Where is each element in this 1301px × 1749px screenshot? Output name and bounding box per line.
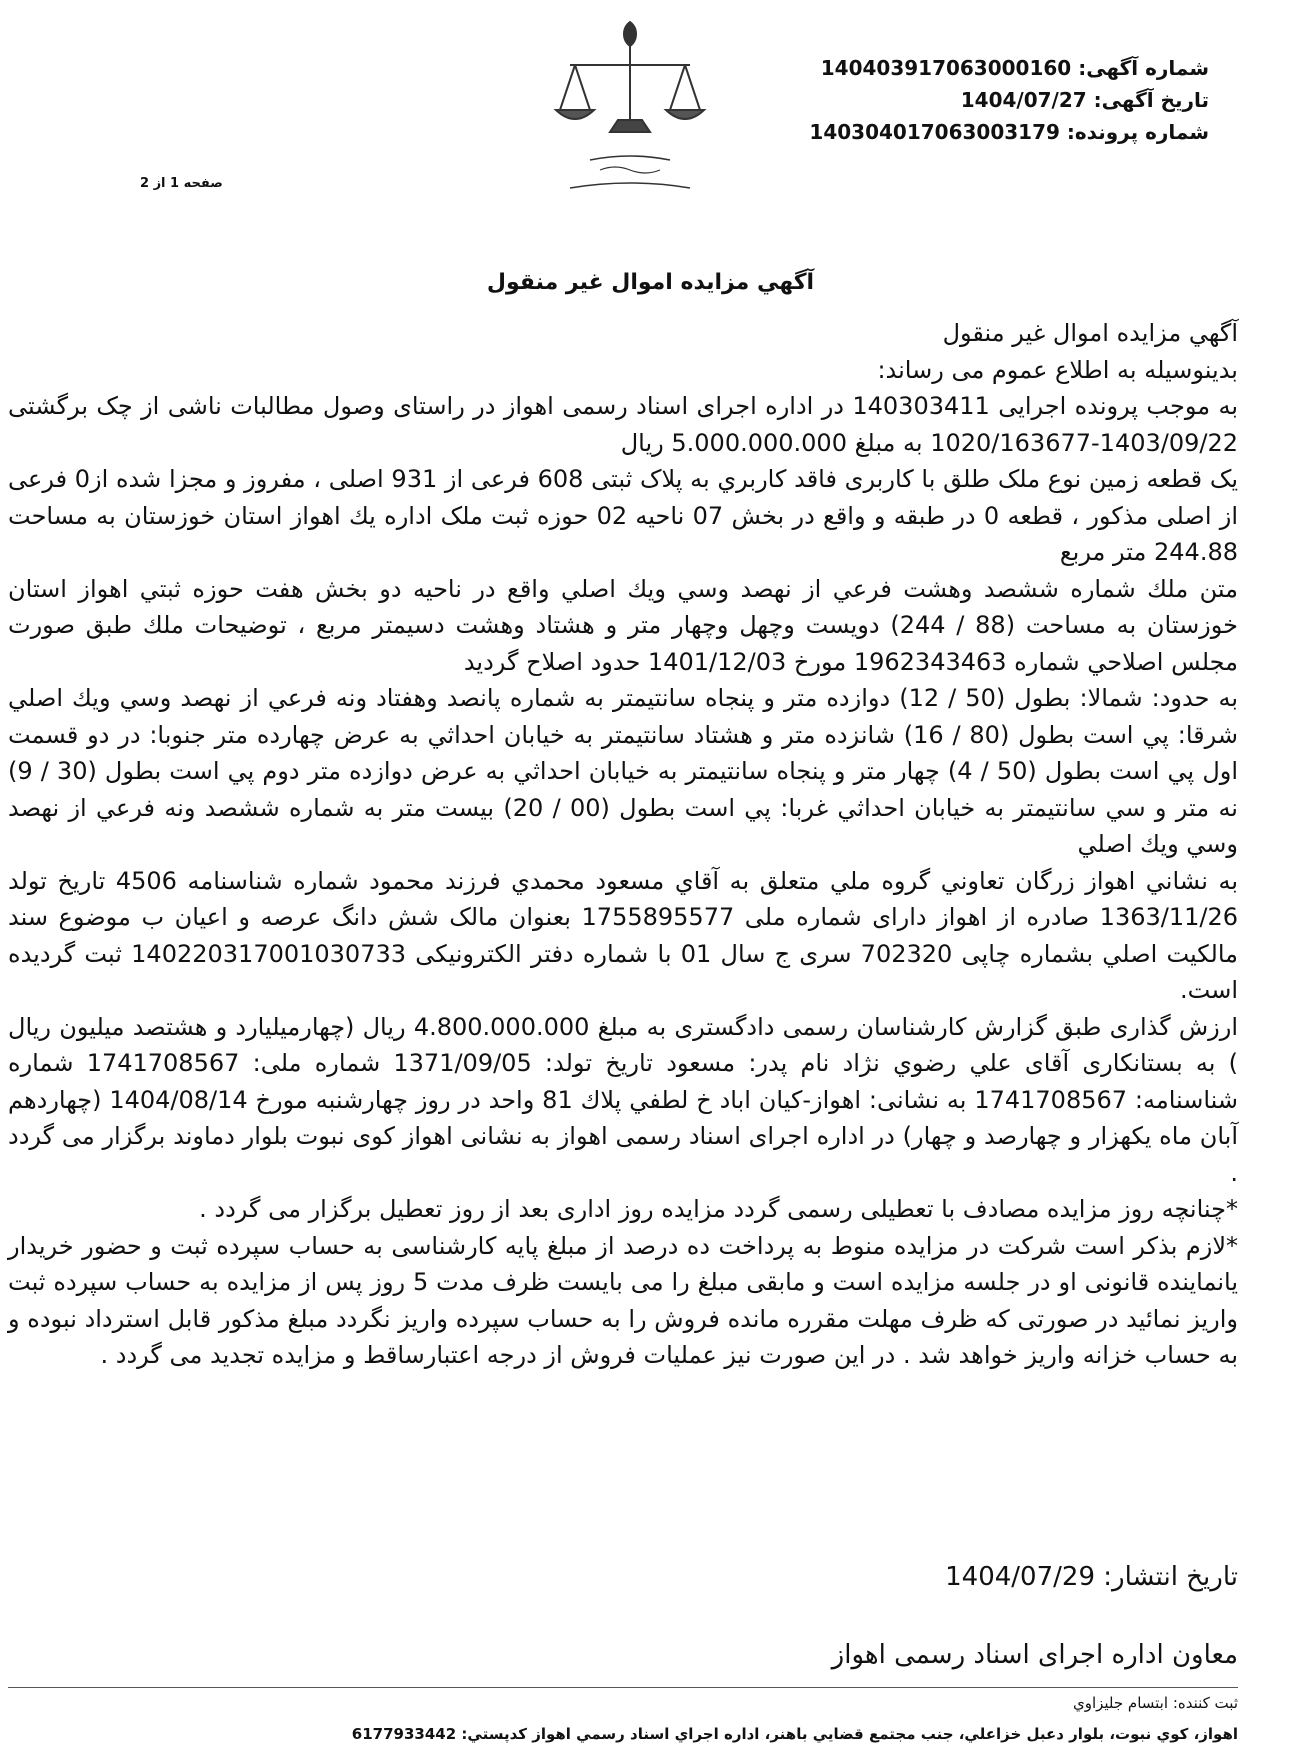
notice-number-label: شماره آگهی: (1078, 56, 1209, 80)
notice-number: 140403917063000160 (820, 56, 1072, 80)
body-paragraph: بدینوسیله به اطلاع عموم می رساند: (877, 355, 1238, 384)
body-paragraph: یک قطعه زمین نوع ملک طلق با کاربری فاقد کاربري به پلاک ثبتی 608 فرعی از 931 اصلی ، مفروز و مجزا شده از0 فرعی از اصلی مذکور ، قطعه 0 در طبقه و واقع در بخش 07 ناحیه 02 حوزه ثبت ملک اداره يك اهواز استان خوزستان به مساحت 244.88 متر مربع (8, 465, 1239, 566)
body-paragraph: *لازم بذکر است شرکت در مزایده منوط به پرداخت ده درصد از مبلغ پایه کارشناسی به حساب سپرده ثبت و حضور خریدار یانماینده قانونی او در جلسه مزایده است و مابقی مبلغ را می بایست ظرف مدت 5 روز پس از مزایده به حساب سپرده ثبت واریز نمائید در صورتی که ظرف مهلت مقرره مانده فروش را به حساب سپرده واریز نگردد مبلغ مذکور قابل استرداد نبوده و به حساب خزانه واریز خواهد شد . در این صورت نیز عملیات فروش از درجه اعتبارساقط و مزایده تجدید می گردد . (8, 1231, 1238, 1369)
postal-code: 6177933442 (351, 1725, 457, 1743)
notice-body (8, 315, 1238, 1374)
notice-date-label: تاریخ آگهی: (1093, 88, 1209, 112)
body-paragraph: به حدود: شمالا: بطول (50 / 12) دوازده متر و پنجاه سانتيمتر به شماره پانصد وهفتاد ونه فرعي از نهصد وسي ويك اصلي شرقا: پي است بطول (80 / 16) شانزده متر و هشتاد سانتيمتر به خيابان احداثي به عرض چهارده متر جنوبا: در دو قسمت اول پي است بطول (50 / 4) چهار متر و پنجاه سانتيمتر به خيابان احداثي به عرض دوازده متر دوم پي است بطول (30 / 9) نه متر و سي سانتيمتر به خيابان احداثي غربا: پي است بطول (00 / 20) بيست متر به شماره ششصد ونه فرعي از نهصد وسي ويك اصلي (8, 684, 1239, 858)
page-indicator: صفحه 1 از 2 (140, 176, 223, 191)
office-address: اهواز، كوي نبوت، بلوار دعبل خزاعلي، جنب مجتمع قضايي باهنر، اداره اجراي اسناد رسمي اهواز كدپستي: (461, 1725, 1238, 1743)
body-paragraph: ارزش گذاری طبق گزارش کارشناسان رسمی دادگستری به مبلغ 4.800.000.000 ریال (چهارمیلیارد و هشتصد میلیون ریال ) به بستانکاری آقای علي رضوي نژاد نام پدر: مسعود تاریخ تولد: 1371/09/05 شماره ملی: 1741708567 شماره شناسنامه: 1741708567 به نشانی: اهواز-کيان اباد خ لطفي پلاك 81 واحد در روز چهارشنبه مورخ 1404/08/14 (چهاردهم آبان ماه یکهزار و چهارصد و چهار) در اداره اجرای اسناد رسمی اهواز به نشانی اهواز کوی نبوت بلوار دماوند برگزار می گردد . (8, 1012, 1239, 1187)
file-number-row (789, 116, 1209, 148)
publication-date-value: 1404/07/29 (945, 1562, 1095, 1592)
notice-meta (789, 52, 1209, 148)
footer-address (352, 1725, 1238, 1743)
file-number: 140304017063003179 (809, 120, 1060, 144)
registrar-name: ابتسام جليزاوي (1072, 1694, 1169, 1712)
registrar (1073, 1694, 1238, 1712)
body-paragraph: *چنانچه روز مزایده مصادف با تعطیلی رسمی گردد مزایده روز اداری بعد از روز تعطیل برگزار می گردد . (199, 1195, 1238, 1223)
notice-date-row (789, 84, 1209, 116)
publication-date-label: تاریخ انتشار: (1103, 1562, 1238, 1592)
notice-date: 1404/07/27 (960, 88, 1087, 112)
footer-divider (8, 1687, 1238, 1688)
publication-date (945, 1562, 1238, 1592)
notice-number-row (789, 52, 1209, 84)
file-number-label: شماره پرونده: (1066, 120, 1209, 144)
body-paragraph: به موجب پرونده اجرایی 140303411 در اداره اجرای اسناد رسمی اهواز در راستای وصول مطالبات ناشی از چک برگشتی 1403/09/22-1020/163677 به مبلغ 5.000.000.000 ریال (8, 392, 1238, 457)
signature: معاون اداره اجرای اسناد رسمی اهواز (831, 1640, 1238, 1670)
judiciary-emblem-logo (530, 10, 730, 210)
page-title: آگهي مزايده اموال غير منقول (486, 270, 815, 295)
body-paragraph: به نشاني اهواز زرگان تعاوني گروه ملي متعلق به آقاي مسعود محمدي فرزند محمود شماره شناسنامه 4506 تاریخ تولد 1363/11/26 صادره از اهواز دارای شماره ملی 1755895577 بعنوان مالک شش دانگ عرصه و اعیان ب موضوع سند مالکیت اصلي بشماره چاپی 702320 سری ج سال 01 با شماره دفتر الکترونیکی 140220317001030733 ثبت گردیده است. (8, 866, 1239, 1004)
body-paragraph: متن ملك شماره ششصد وهشت فرعي از نهصد وسي ويك اصلي واقع در ناحيه دو بخش هفت حوزه ثبتي اهواز استان خوزستان به مساحت (88 / 244) دويست وچهل وچهار متر و هشتاد وهشت دسيمتر مربع ، توضيحات ملك طبق صورت مجلس اصلاحي شماره 1962343463 مورخ 1401/12/03 حدود اصلاح گرديد (8, 574, 1239, 676)
registrar-label: ثبت کننده: (1172, 1694, 1238, 1712)
body-paragraph: آگهي مزايده اموال غير منقول (942, 319, 1238, 347)
